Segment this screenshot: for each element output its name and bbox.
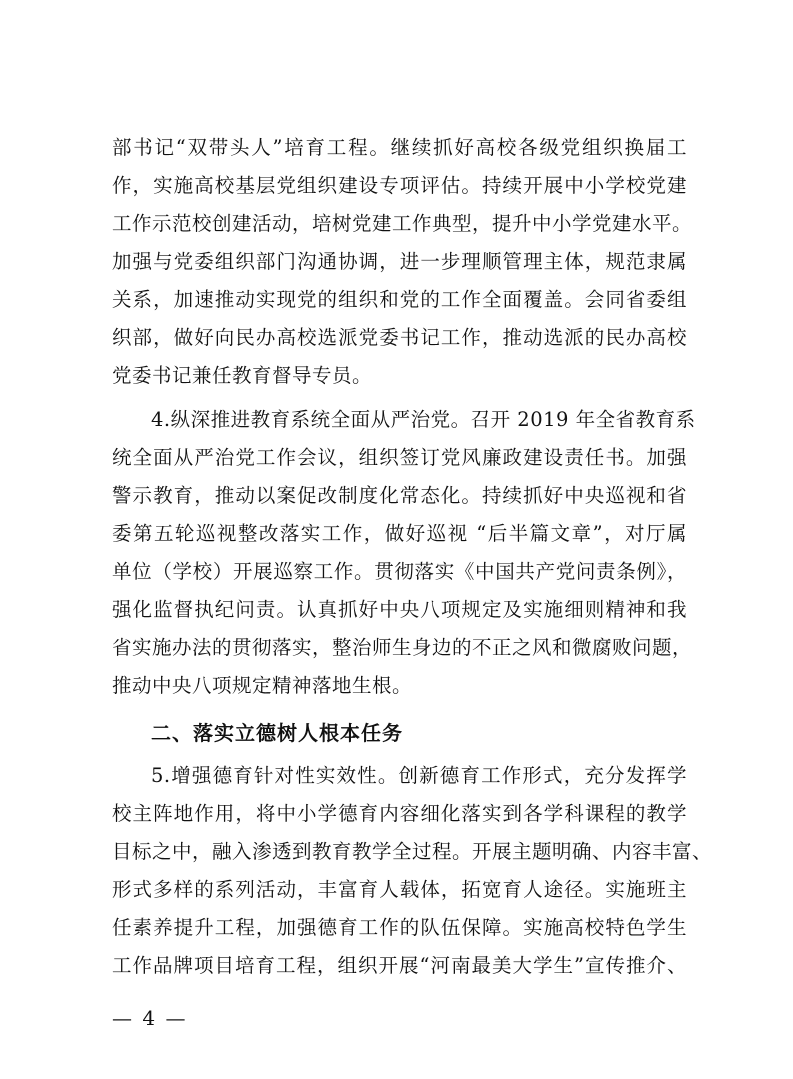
paragraph-line: 工作品牌项目培育工程，组织开展“河南最美大学生”宣传推介、	[112, 954, 687, 977]
paragraph-line: 作，实施高校基层党组织建设专项评估。持续开展中小学校党建	[112, 174, 687, 197]
paragraph-line: 委第五轮巡视整改落实工作，做好巡视 “后半篇文章”，对厅属	[112, 522, 687, 545]
paragraph-line: 省实施办法的贯彻落实，整治师生身边的不正之风和微腐败问题，	[112, 636, 693, 659]
paragraph-line: 部书记“双带头人”培育工程。继续抓好高校各级党组织换届工	[112, 136, 687, 159]
paragraph-line: 工作示范校创建活动，培树党建工作典型，提升中小学党建水平。	[112, 212, 693, 235]
page-number: — 4 —	[112, 1006, 188, 1030]
paragraph-line: 推动中央八项规定精神落地生根。	[112, 674, 413, 697]
paragraph-line: 统全面从严治党工作会议，组织签订党风廉政建设责任书。加强	[112, 446, 687, 469]
paragraph-line: 加强与党委组织部门沟通协调，进一步理顺管理主体，规范隶属	[112, 250, 687, 273]
paragraph-line: 强化监督执纪问责。认真抓好中央八项规定及实施细则精神和我	[112, 598, 687, 621]
paragraph-line: 形式多样的系列活动，丰富育人载体，拓宽育人途径。实施班主	[112, 878, 687, 901]
paragraph-first-line: 4.纵深推进教育系统全面从严治党。召开 2019 年全省教育系	[151, 408, 696, 431]
paragraph-line: 校主阵地作用，将中小学德育内容细化落实到各学科课程的教学	[112, 802, 687, 825]
paragraph-first-line: 5.增强德育针对性实效性。创新德育工作形式，充分发挥学	[151, 764, 687, 787]
paragraph-line: 目标之中，融入渗透到教育教学全过程。开展主题明确、内容丰富、	[112, 840, 713, 863]
section-heading: 二、落实立德树人根本任务	[151, 721, 403, 745]
paragraph-line: 警示教育，推动以案促改制度化常态化。持续抓好中央巡视和省	[112, 484, 687, 507]
paragraph-line: 关系，加速推动实现党的组织和党的工作全面覆盖。会同省委组	[112, 288, 687, 311]
paragraph-line: 任素养提升工程，加强德育工作的队伍保障。实施高校特色学生	[112, 916, 687, 939]
paragraph-line: 党委书记兼任教育督导专员。	[112, 364, 373, 387]
paragraph-line: 织部，做好向民办高校选派党委书记工作，推动选派的民办高校	[112, 326, 687, 349]
paragraph-line: 单位（学校）开展巡察工作。贯彻落实《中国共产党问责条例》，	[112, 560, 687, 583]
